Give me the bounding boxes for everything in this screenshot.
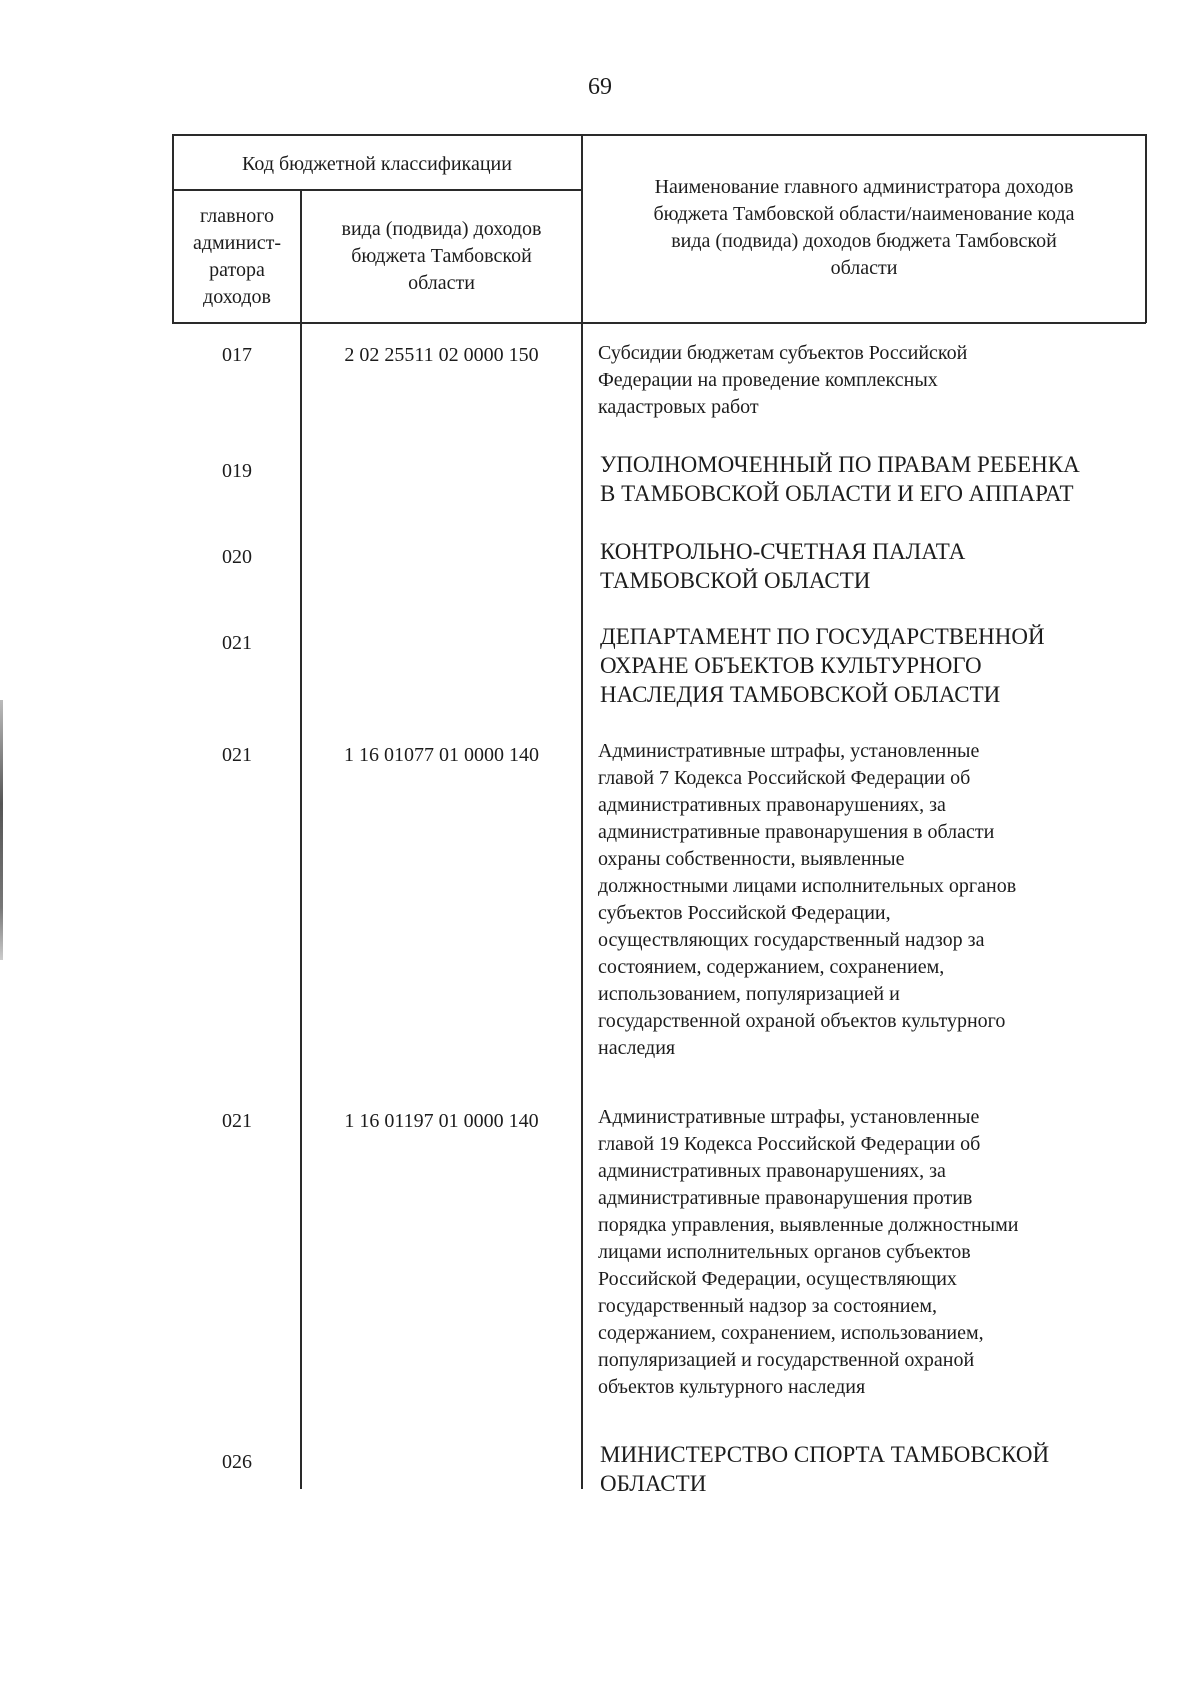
administrator-name: ДЕПАРТАМЕНТ ПО ГОСУДАРСТВЕННОЙ ОХРАНЕ ОБЪЕКТОВ КУЛЬТУРНОГО НАСЛЕДИЯ ТАМБОВСКОЙ ОБЛАСТИ bbox=[600, 624, 1045, 707]
header-income-code: вида (подвида) доходов бюджета Тамбовской области bbox=[341, 218, 542, 294]
admin-code: 017 bbox=[222, 344, 252, 366]
administrator-name: КОНТРОЛЬНО-СЧЕТНАЯ ПАЛАТА ТАМБОВСКОЙ ОБЛАСТИ bbox=[600, 539, 966, 593]
header-admin-code: главного админист- ратора доходов bbox=[192, 205, 282, 308]
income-name: Административные штрафы, установленные главой 7 Кодекса Российской Федерации об административных правонарушениях, за административные правонарушения в области охраны собственности, выявленные должностными лицами исполнительных органов субъектов Российской Федерации, осуществляющих государственный надзор за состоянием, содержанием, сохранением, использованием, популяризацией и государственной охраной объектов культурного наследия bbox=[598, 740, 1017, 1059]
income-name: Субсидии бюджетам субъектов Российской Федерации на проведение комплексных кадастровых работ bbox=[598, 342, 968, 418]
admin-code: 021 bbox=[222, 744, 252, 766]
header-name: Наименование главного администратора доходов бюджета Тамбовской области/наименование кода вида (подвида) доходов бюджета Тамбовской области bbox=[653, 176, 1075, 279]
scan-edge-artifact bbox=[0, 700, 3, 960]
income-code: 2 02 25511 02 0000 150 bbox=[344, 344, 539, 366]
page-number: 69 bbox=[588, 74, 612, 100]
admin-code: 019 bbox=[222, 460, 252, 482]
admin-code: 021 bbox=[222, 632, 252, 654]
header-group-title: Код бюджетной классификации bbox=[242, 153, 512, 175]
administrator-name: МИНИСТЕРСТВО СПОРТА ТАМБОВСКОЙ ОБЛАСТИ bbox=[600, 1442, 1050, 1496]
income-name: Административные штрафы, установленные главой 19 Кодекса Российской Федерации об административных правонарушениях, за административные правонарушения против порядка управления, выявленные должностными лицами исполнительных органов субъектов Российской Федерации, осуществляющих государственный надзор за состоянием, содержанием, сохранением, использованием, популяризацией и государственной охраной объектов культурного наследия bbox=[598, 1106, 1019, 1398]
admin-code: 021 bbox=[222, 1110, 252, 1132]
administrator-name: УПОЛНОМОЧЕННЫЙ ПО ПРАВАМ РЕБЕНКА В ТАМБОВСКОЙ ОБЛАСТИ И ЕГО АППАРАТ bbox=[600, 452, 1080, 506]
admin-code: 020 bbox=[222, 546, 252, 568]
admin-code: 026 bbox=[222, 1451, 252, 1473]
income-code: 1 16 01077 01 0000 140 bbox=[344, 744, 539, 766]
income-code: 1 16 01197 01 0000 140 bbox=[344, 1110, 539, 1132]
